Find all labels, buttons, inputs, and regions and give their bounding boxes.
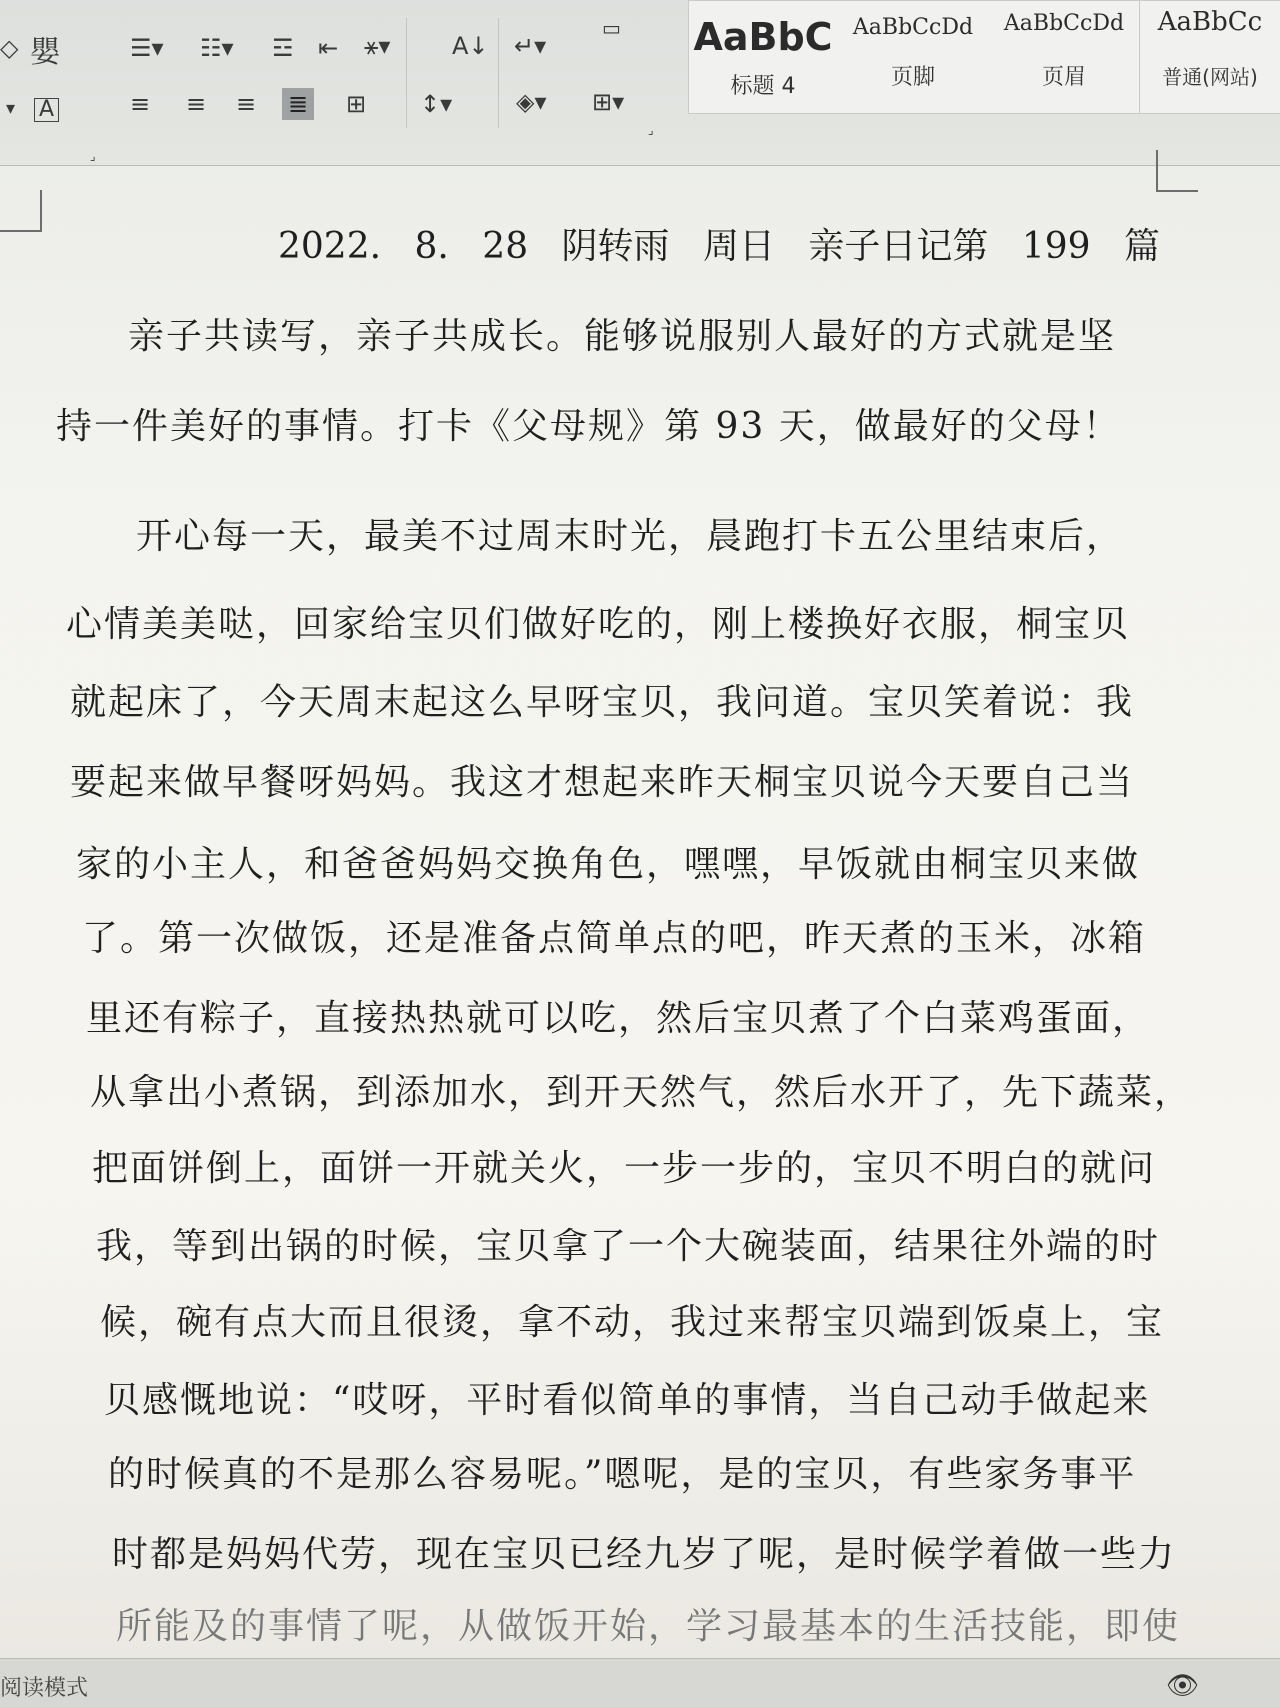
- style-sample: AaBbCcDd: [852, 15, 974, 40]
- paragraph-line: 要起来做早餐呀妈妈。我这才想起来昨天桐宝贝说今天要自己当: [70, 762, 1135, 803]
- show-marks-icon[interactable]: ↵▾: [514, 32, 547, 60]
- align-right-icon[interactable]: ≡: [236, 90, 257, 118]
- eye-protection-icon[interactable]: 👁: [1166, 1671, 1200, 1701]
- paragraph-line: 我，等到出锅的时候，宝贝拿了一个大碗装面，结果往外端的时: [96, 1226, 1161, 1267]
- phonetic-guide-icon[interactable]: 嬰: [30, 35, 60, 70]
- align-center-icon[interactable]: ≡: [186, 90, 207, 118]
- style-normal-web[interactable]: [1139, 1, 1280, 113]
- paragraph-line: 心情美美哒，回家给宝贝们做好吃的，刚上楼换好衣服，桐宝贝: [66, 604, 1131, 645]
- paragraph-line: 把面饼倒上，面饼一开就关火，一步一步的，宝贝不明白的就问: [92, 1148, 1157, 1189]
- toolbar-divider: [498, 18, 499, 128]
- style-name: 标题 4: [730, 74, 796, 99]
- paragraph-line: 家的小主人，和爸爸妈妈交换角色，嘿嘿，早饭就由桐宝贝来做: [76, 844, 1141, 885]
- character-border-icon[interactable]: A: [34, 98, 59, 122]
- decrease-indent-icon[interactable]: ⇤: [318, 34, 339, 62]
- style-heading4[interactable]: [689, 1, 837, 113]
- reading-mode-label[interactable]: 阅读模式: [0, 1676, 89, 1701]
- chinese-layout-icon[interactable]: ⚹▾: [364, 32, 391, 60]
- page-corner-mark: [0, 190, 42, 232]
- paragraph-line: 持一件美好的事情。打卡《父母规》第 93 天，做最好的父母！: [56, 406, 1121, 447]
- paragraph-line: 就起床了，今天周末起这么早呀宝贝，我问道。宝贝笑着说：我: [70, 682, 1135, 723]
- ruler-icon[interactable]: ▭: [602, 16, 621, 40]
- borders-icon[interactable]: ⊞▾: [592, 88, 625, 116]
- status-bar: [0, 1658, 1280, 1707]
- paragraph-line: 开心每一天，最美不过周末时光，晨跑打卡五公里结束后，: [136, 516, 1125, 557]
- page-corner-mark: [1156, 150, 1198, 192]
- style-sample: AaBbCc: [1157, 7, 1263, 37]
- paragraph-line: 亲子共读写，亲子共成长。能够说服别人最好的方式就是坚: [128, 316, 1117, 357]
- style-footer[interactable]: [837, 1, 989, 113]
- paragraph-line: 里还有粽子，直接热热就可以吃，然后宝贝煮了个白菜鸡蛋面，: [86, 998, 1151, 1039]
- font-dialog-launcher-icon[interactable]: ⌟: [90, 149, 96, 163]
- bullet-list-icon[interactable]: ☰▾: [130, 34, 164, 62]
- paragraph-line: 时都是妈妈代劳，现在宝贝已经九岁了呢，是时候学着做一些力: [112, 1534, 1177, 1575]
- paragraph-line: 的时候真的不是那么容易呢。”嗯呢，是的宝贝，有些家务事平: [108, 1454, 1137, 1495]
- justify-icon[interactable]: ≣: [282, 88, 314, 120]
- ribbon-toolbar: [0, 0, 1280, 166]
- paragraph-line: 从拿出小煮锅，到添加水，到开天然气，然后水开了，先下蔬菜，: [90, 1072, 1193, 1113]
- paragraph-line: 所能及的事情了呢，从做饭开始，学习最基本的生活技能，即使: [116, 1606, 1181, 1647]
- multilevel-list-icon[interactable]: ☲: [272, 34, 294, 62]
- line-spacing-icon[interactable]: ↕▾: [420, 90, 453, 118]
- paragraph-dialog-launcher-icon[interactable]: ⌟: [648, 123, 654, 137]
- paragraph-line: 候，碗有点大而且很烫，拿不动，我过来帮宝贝端到饭桌上，宝: [100, 1302, 1165, 1343]
- chevron-left-icon[interactable]: ◇: [0, 34, 19, 62]
- toolbar-divider: [406, 18, 407, 128]
- paragraph-line: 了。第一次做饭，还是准备点简单点的吧，昨天煮的玉米，冰箱: [82, 918, 1147, 959]
- paragraph-line: 贝感慨地说：“哎呀，平时看似简单的事情，当自己动手做起来: [104, 1380, 1151, 1421]
- style-sample: AaBbCcDd: [1003, 11, 1125, 36]
- styles-gallery: [688, 0, 1280, 114]
- distributed-icon[interactable]: ⊞: [346, 90, 367, 118]
- style-name: 页眉: [1041, 65, 1086, 90]
- numbered-list-icon[interactable]: ☷▾: [200, 34, 234, 62]
- style-name: 页脚: [890, 65, 935, 90]
- align-left-icon[interactable]: ≡: [130, 90, 151, 118]
- style-header[interactable]: [989, 1, 1139, 113]
- dropdown-arrow-icon[interactable]: ▾: [6, 98, 16, 119]
- style-sample: AaBbC: [693, 15, 833, 59]
- page-title: 2022. 8. 28 阴转雨 周日 亲子日记第 199 篇: [278, 226, 1161, 267]
- style-name: 普通(网站): [1162, 65, 1258, 89]
- shading-icon[interactable]: ◈▾: [516, 88, 547, 116]
- sort-icon[interactable]: A↓: [452, 32, 489, 60]
